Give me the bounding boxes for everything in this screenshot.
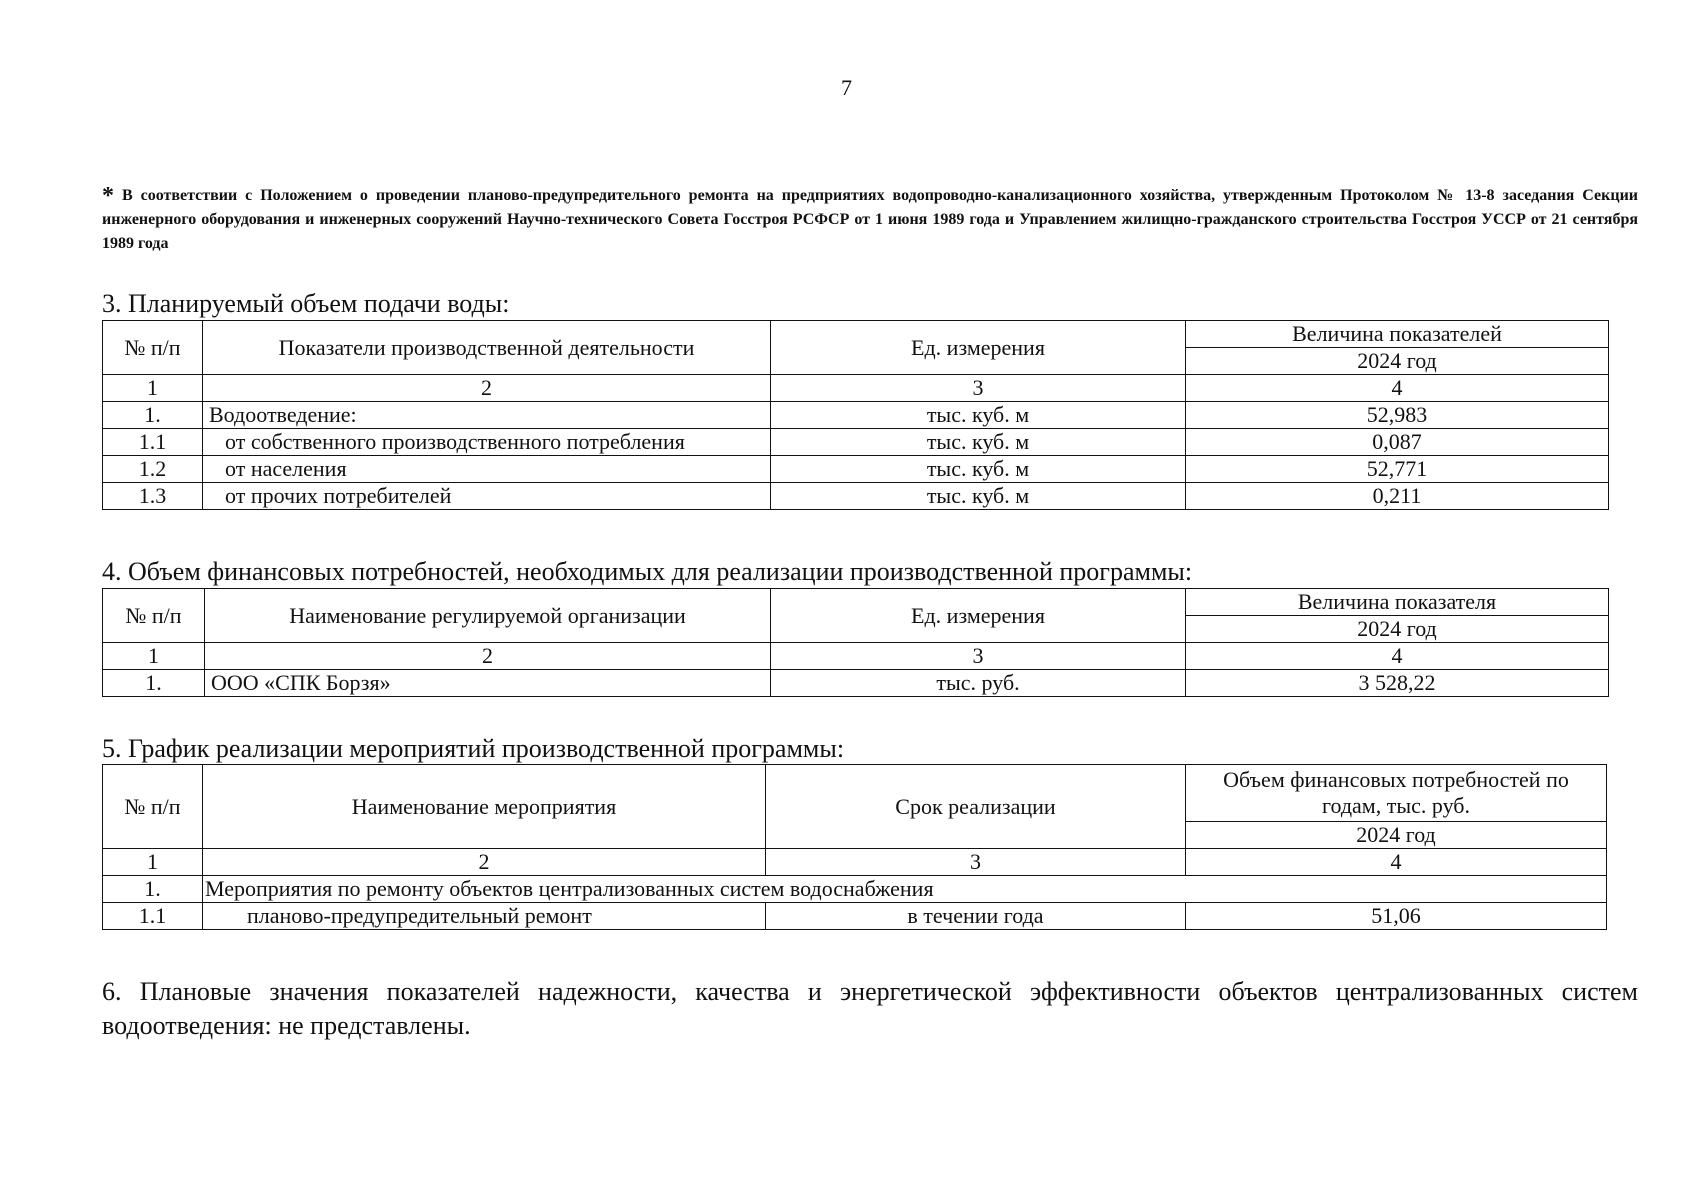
header-indicator: Показатели производственной деятельности: [203, 321, 771, 375]
row-num: 1.3: [103, 483, 203, 510]
row-name: от прочих потребителей: [203, 483, 771, 510]
row-value: 52,983: [1186, 402, 1609, 429]
column-number: 1: [103, 849, 203, 876]
column-number: 3: [766, 849, 1186, 876]
page-number: 7: [841, 75, 852, 100]
column-number: 2: [203, 849, 766, 876]
column-number: 4: [1186, 643, 1609, 670]
schedule-table: [102, 764, 1607, 930]
header-year: 2024 год: [1186, 616, 1609, 643]
column-numbers-row: [103, 643, 1609, 670]
header-unit: Ед. измерения: [771, 589, 1186, 643]
column-numbers-row: [103, 375, 1609, 402]
header-num: № п/п: [103, 765, 203, 849]
column-number: 1: [103, 375, 203, 402]
column-number: 2: [205, 643, 771, 670]
section-3-title: 3. Планируемый объем подачи воды:: [102, 289, 510, 318]
row-value: 0,087: [1186, 429, 1609, 456]
row-num: 1.2: [103, 456, 203, 483]
table-header-row: [103, 589, 1609, 616]
group-row-name: Мероприятия по ремонту объектов централизованных систем водоснабжения: [203, 876, 1607, 903]
row-value: 51,06: [1186, 903, 1607, 930]
row-unit: тыс. руб.: [771, 670, 1186, 697]
group-row: [103, 876, 1607, 903]
table-row: [103, 456, 1609, 483]
column-number: 2: [203, 375, 771, 402]
header-value-group: Объем финансовых потребностей по годам, тыс. руб.: [1186, 765, 1607, 822]
header-org: Наименование регулируемой организации: [205, 589, 771, 643]
row-value: 52,771: [1186, 456, 1609, 483]
row-num: 1.: [103, 402, 203, 429]
table-row: [103, 483, 1609, 510]
footnote-star: *: [102, 183, 114, 209]
row-num: 1.: [103, 670, 205, 697]
table-row: [103, 670, 1609, 697]
column-number: 3: [771, 643, 1186, 670]
section-4-title: 4. Объем финансовых потребностей, необходимых для реализации производственной программы:: [102, 557, 1193, 586]
row-value: 3 528,22: [1186, 670, 1609, 697]
row-period: в течении года: [766, 903, 1186, 930]
header-value-group: Величина показателя: [1186, 589, 1609, 616]
header-measure: Наименование мероприятия: [203, 765, 766, 849]
row-name: Водоотведение:: [203, 402, 771, 429]
row-num: 1.1: [103, 429, 203, 456]
header-unit: Ед. измерения: [771, 321, 1186, 375]
row-unit: тыс. куб. м: [771, 483, 1186, 510]
row-num: 1.1: [103, 903, 203, 930]
table-row: [103, 402, 1609, 429]
header-year: 2024 год: [1186, 348, 1609, 375]
row-value: 0,211: [1186, 483, 1609, 510]
column-number: 3: [771, 375, 1186, 402]
row-name: ООО «СПК Борзя»: [205, 670, 771, 697]
column-number: 4: [1186, 375, 1609, 402]
header-value-group: Величина показателей: [1186, 321, 1609, 348]
row-unit: тыс. куб. м: [771, 402, 1186, 429]
row-name: планово-предупредительный ремонт: [203, 903, 766, 930]
row-num: 1.: [103, 876, 203, 903]
section-6-text: 6. Плановые значения показателей надежности, качества и энергетической эффективности объектов централизованных систем водоотведения: не представлены.: [102, 977, 1638, 1040]
footnote: [102, 184, 1638, 256]
row-name: от населения: [203, 456, 771, 483]
header-year: 2024 год: [1186, 822, 1607, 849]
water-supply-table: [102, 320, 1609, 510]
table-header-row: [103, 765, 1607, 822]
footnote-text: В соответствии с Положением о проведении планово-предупредительного ремонта на предприятиях водопроводно-канализационного хозяйства, утвержденным Протоколом № 13-8 заседания Секции инженерного оборудования и инженерных сооружений Научно-технического Совета Госстроя РСФСР от 1 июня 1989 года и Управлением жилищно-гражданского строительства Госстроя УССР от 21 сентября 1989 года: [102, 187, 1638, 252]
header-num: № п/п: [103, 589, 205, 643]
row-name: от собственного производственного потребления: [203, 429, 771, 456]
header-period: Срок реализации: [766, 765, 1186, 849]
table-header-row: [103, 321, 1609, 348]
financial-needs-table: [102, 588, 1609, 697]
header-num: № п/п: [103, 321, 203, 375]
row-unit: тыс. куб. м: [771, 429, 1186, 456]
section-5-title: 5. График реализации мероприятий производственной программы:: [102, 734, 845, 763]
column-number: 1: [103, 643, 205, 670]
row-unit: тыс. куб. м: [771, 456, 1186, 483]
table-row: [103, 429, 1609, 456]
column-numbers-row: [103, 849, 1607, 876]
table-row: [103, 903, 1607, 930]
column-number: 4: [1186, 849, 1607, 876]
